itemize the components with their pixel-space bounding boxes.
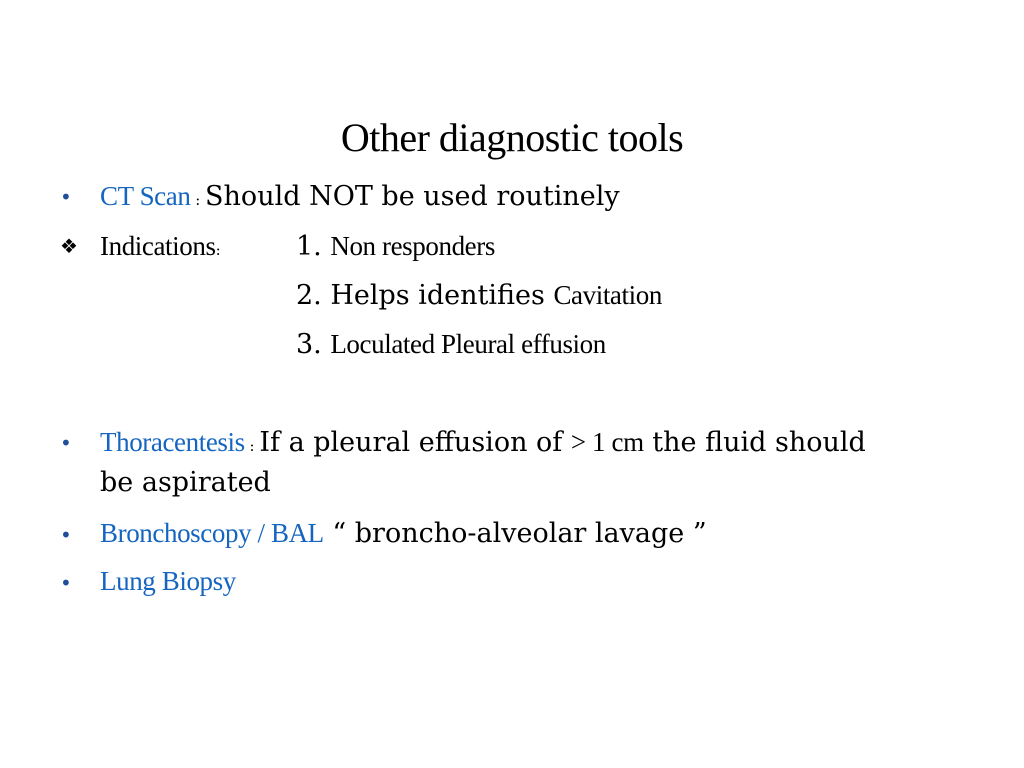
slide-title: Other diagnostic tools xyxy=(340,115,684,160)
indication-bold: Cavitation xyxy=(553,280,662,310)
bullet-thoracentesis: • xyxy=(60,431,72,455)
indication-text: Helps identifies xyxy=(330,280,554,311)
bronchoscopy-line xyxy=(100,513,707,554)
indication-item-3 xyxy=(296,324,606,365)
ct-scan-term: CT Scan xyxy=(100,181,191,211)
bullet-biopsy: • xyxy=(60,571,72,595)
thoracentesis-text-2: the fluid should xyxy=(643,427,866,458)
thoracentesis-threshold: > 1 cm xyxy=(570,427,644,457)
thoracentesis-term: Thoracentesis xyxy=(100,427,245,457)
indications-label: Indications xyxy=(100,231,216,261)
bronchoscopy-text: “ broncho-alveolar lavage ” xyxy=(323,518,707,549)
ct-scan-sep: : xyxy=(190,191,206,209)
indications-label-line xyxy=(100,226,221,270)
ct-scan-line xyxy=(100,176,620,220)
thoracentesis-line xyxy=(100,422,866,466)
thoracentesis-line-2: be aspirated xyxy=(100,467,271,498)
indication-item-2 xyxy=(296,275,662,316)
bullet-ct: • xyxy=(60,185,72,209)
indication-num: 2. xyxy=(296,280,331,311)
ct-scan-text: Should NOT be used routinely xyxy=(205,181,620,212)
thoracentesis-text: If a pleural effusion of xyxy=(259,427,571,458)
indication-bold: Non responders xyxy=(330,231,495,261)
thoracentesis-sep: : xyxy=(244,437,260,455)
biopsy-term: Lung Biopsy xyxy=(100,566,236,596)
indications-diamond-icon: ❖ xyxy=(60,234,78,258)
bullet-bronchoscopy: • xyxy=(60,523,72,547)
indication-item-1 xyxy=(296,226,495,267)
bronchoscopy-term: Bronchoscopy / BAL xyxy=(100,518,324,548)
indication-num: 1. xyxy=(296,231,331,262)
indication-num: 3. xyxy=(296,329,331,360)
indication-bold: Loculated Pleural effusion xyxy=(330,329,606,359)
biopsy-line xyxy=(100,561,236,602)
indications-sep: : xyxy=(215,241,221,259)
